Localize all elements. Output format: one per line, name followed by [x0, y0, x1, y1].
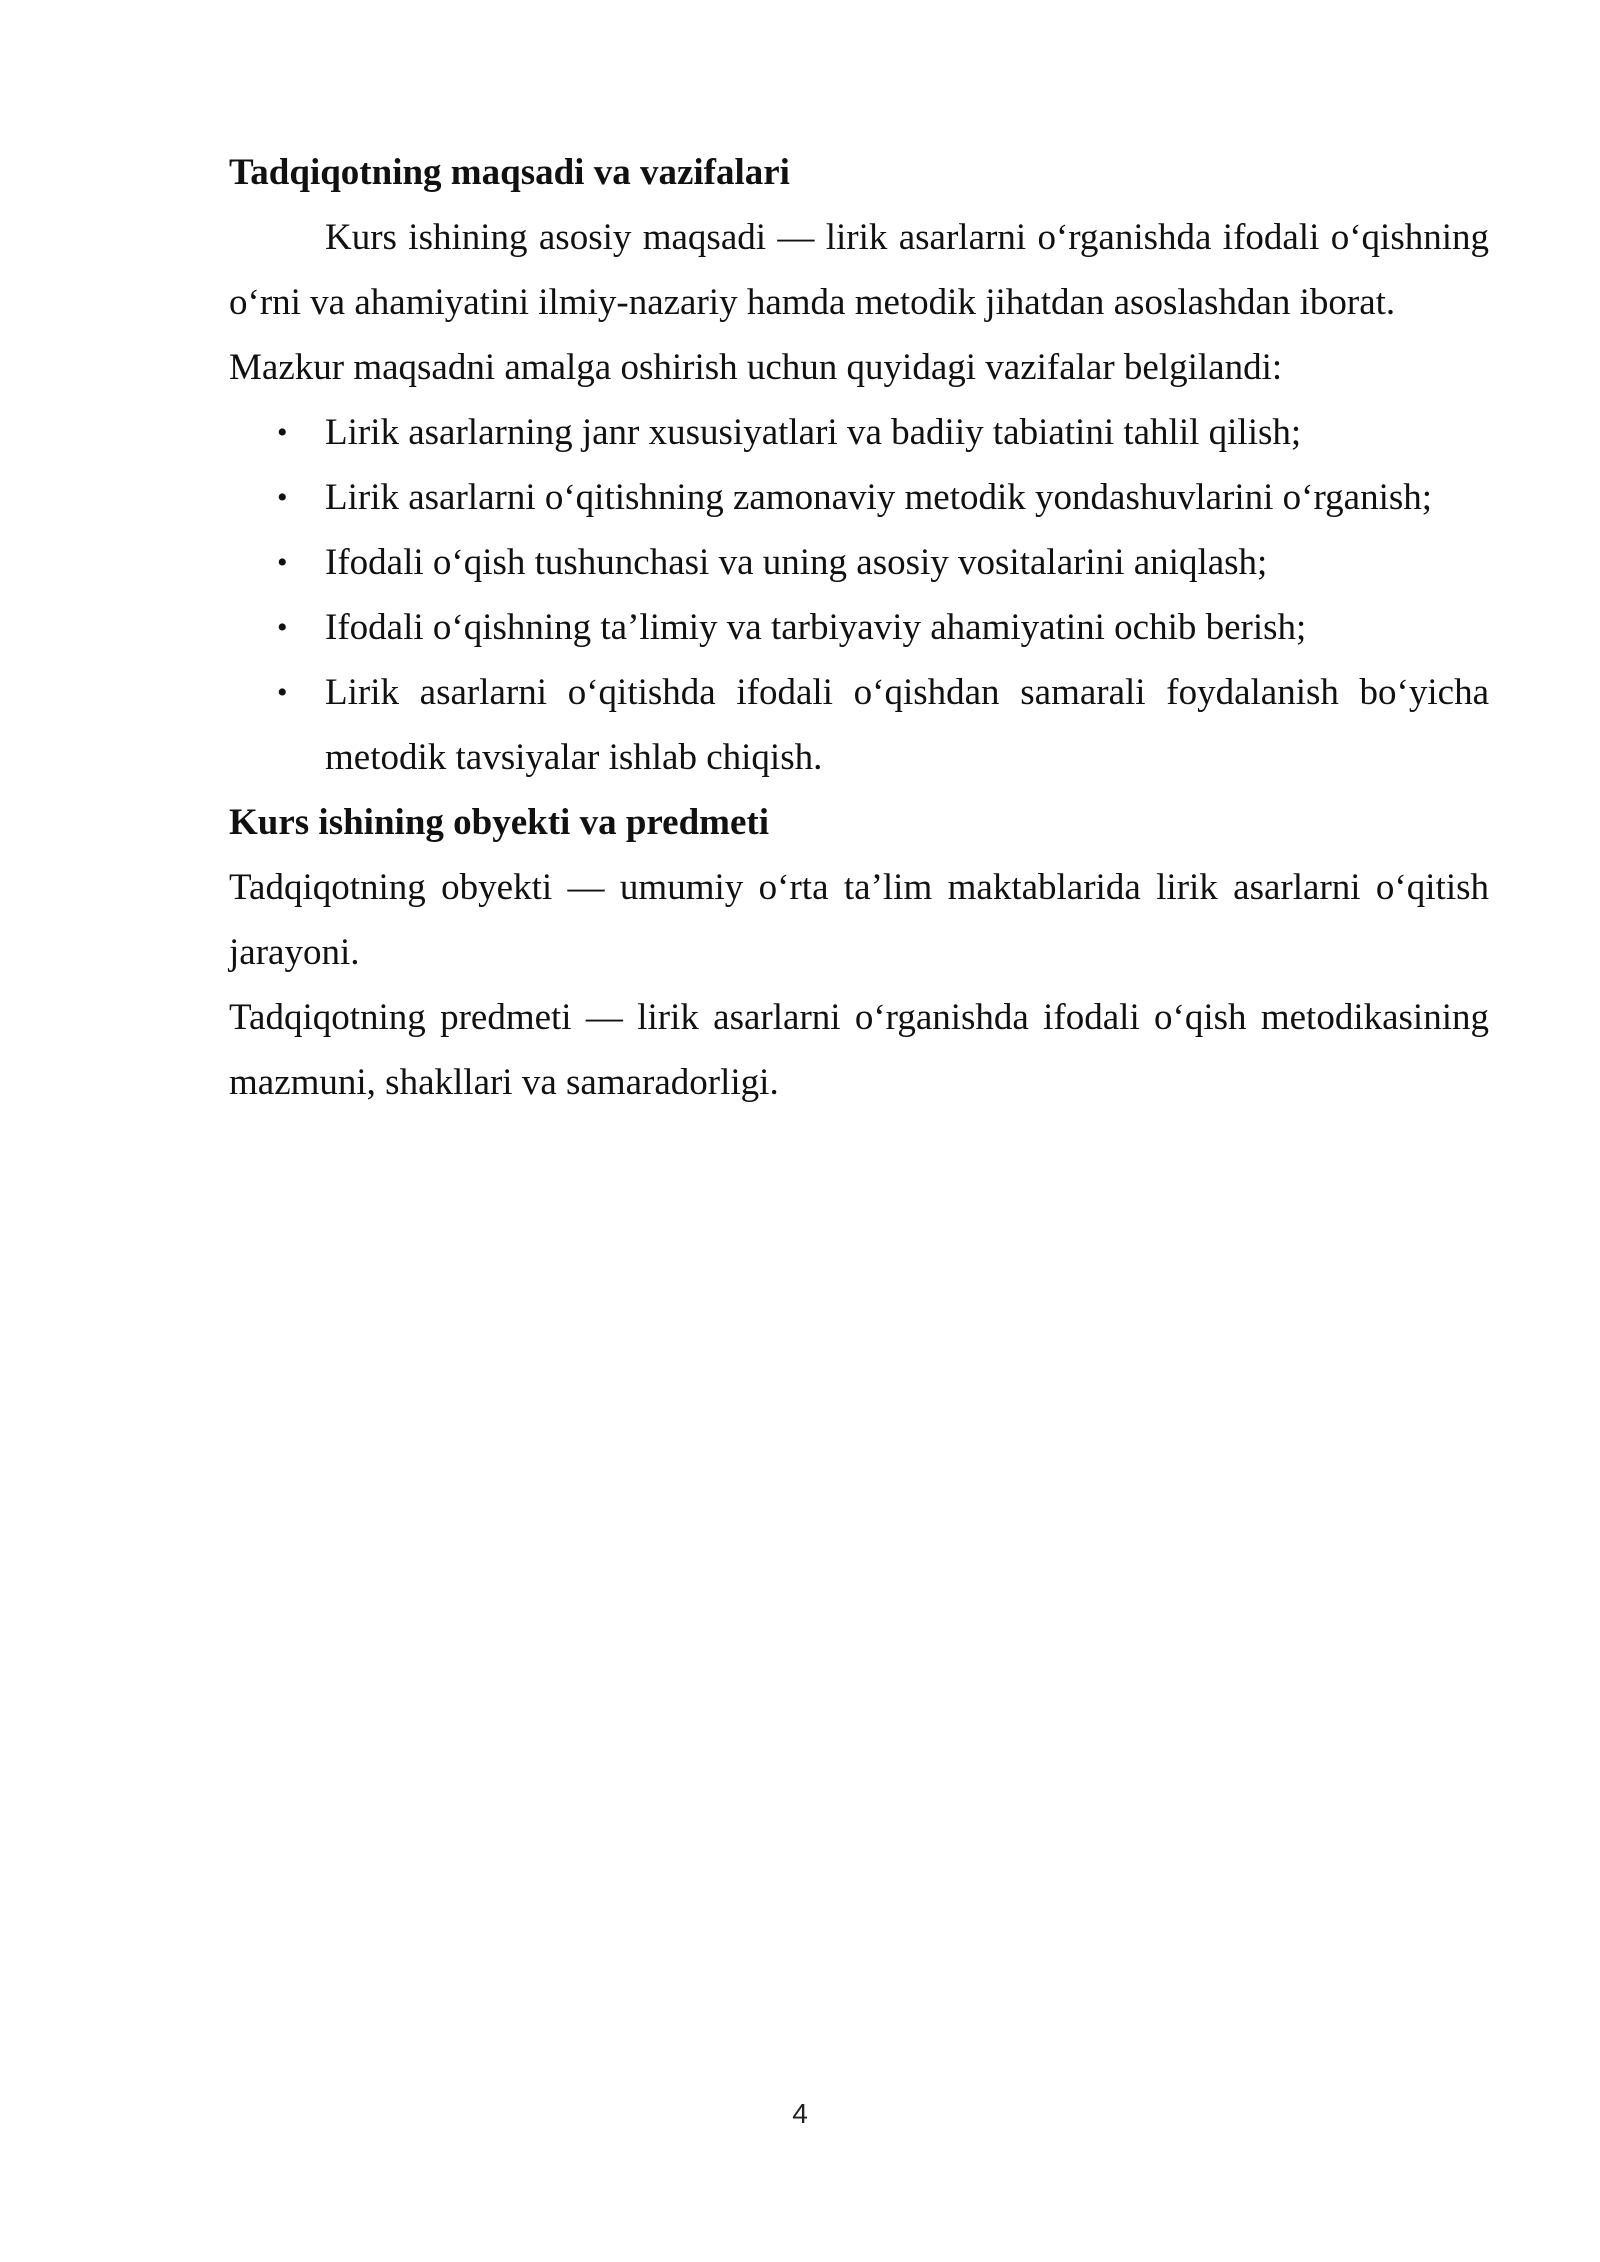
- list-item: [229, 595, 1489, 660]
- task-text: Lirik asarlarni o‘qitishning zamonaviy metodik yondashuvlarini o‘rganish;: [325, 477, 1433, 518]
- bullet-icon: •: [277, 481, 288, 514]
- task-text: Lirik asarlarning janr xususiyatlari va badiiy tabiatini tahlil qilish;: [325, 412, 1302, 453]
- section-heading-object: Kurs ishining obyekti va predmeti: [229, 802, 770, 843]
- section-heading-goals: Tadqiqotning maqsadi va vazifalari: [229, 152, 790, 193]
- page-number: 4: [792, 2098, 808, 2129]
- goal-paragraph: Kurs ishining asosiy maqsadi — lirik asarlarni o‘rganishda ifodali o‘qishning o‘rni va ahamiyatini ilmiy-nazariy hamda metodik jihatdan asoslashdan iborat.: [229, 217, 1489, 323]
- task-text: Lirik asarlarni o‘qitishda ifodali o‘qishdan samarali foydalanish bo‘yicha metodik tavsiyalar ishlab chiqish.: [325, 672, 1489, 778]
- page-content: [229, 140, 1489, 1115]
- subject-paragraph: Tadqiqotning predmeti — lirik asarlarni o‘rganishda ifodali o‘qish metodikasining mazmuni, shakllari va samaradorligi.: [229, 997, 1489, 1103]
- list-item: [229, 530, 1489, 595]
- list-item: [229, 465, 1489, 530]
- bullet-icon: •: [277, 611, 288, 644]
- list-item: [229, 660, 1489, 790]
- object-paragraph: Tadqiqotning obyekti — umumiy o‘rta ta’lim maktablarida lirik asarlarni o‘qitish jarayoni.: [229, 867, 1489, 973]
- bullet-icon: •: [277, 546, 288, 579]
- tasks-list: [229, 400, 1489, 790]
- task-text: Ifodali o‘qish tushunchasi va uning asosiy vositalarini aniqlash;: [325, 542, 1268, 583]
- bullet-icon: •: [277, 676, 288, 709]
- list-item: [229, 400, 1489, 465]
- tasks-intro: Mazkur maqsadni amalga oshirish uchun quyidagi vazifalar belgilandi:: [229, 347, 1283, 388]
- bullet-icon: •: [277, 416, 288, 449]
- task-text: Ifodali o‘qishning ta’limiy va tarbiyaviy ahamiyatini ochib berish;: [325, 607, 1307, 648]
